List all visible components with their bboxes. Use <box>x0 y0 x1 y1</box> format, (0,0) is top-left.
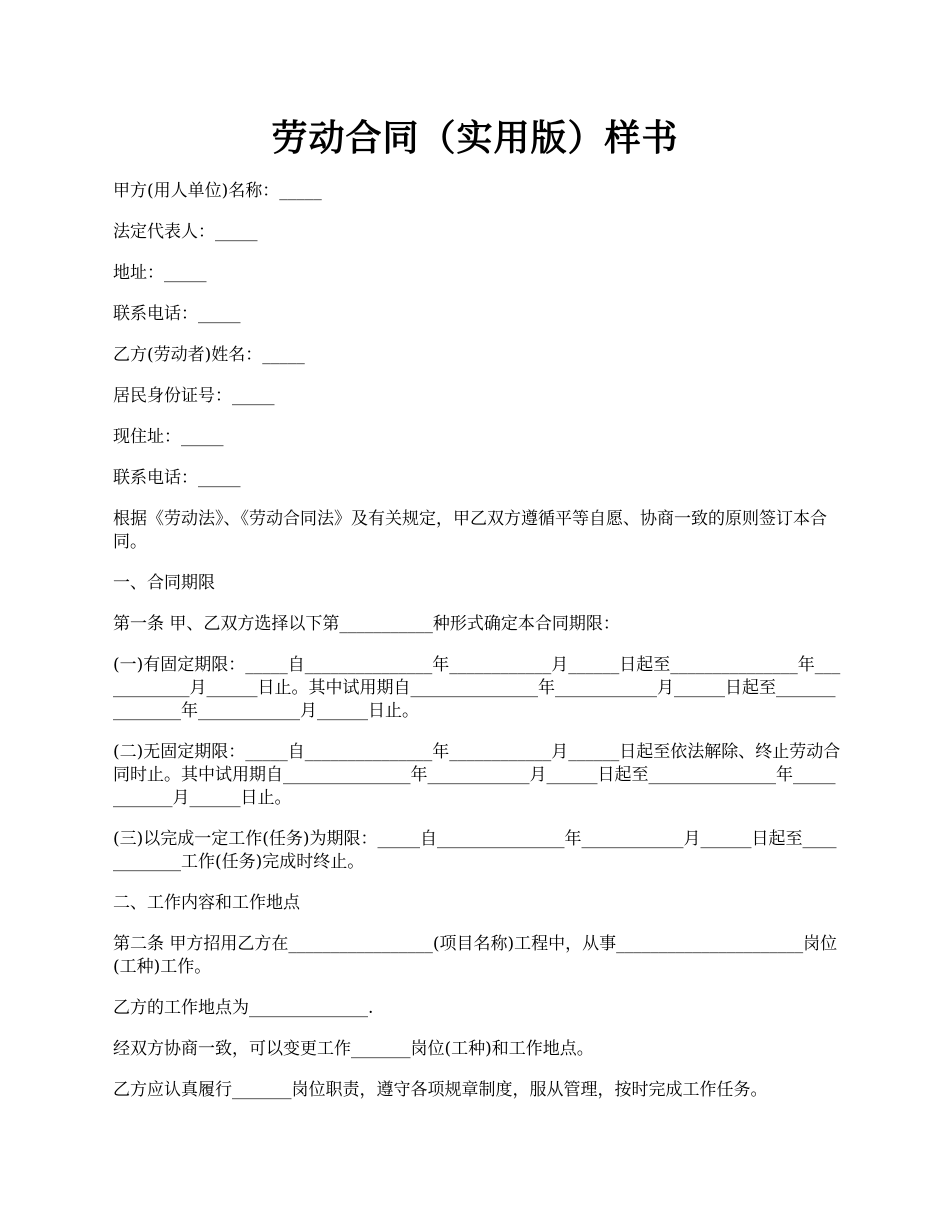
party-a-address: 地址：_____ <box>113 263 207 283</box>
term-option-open-ended: (二)无固定期限：_____自_______________年____________月______日起至依法解除、终止劳动合同时止。其中试用期自_______________年____________月______日起至_______________年____________月______日止。 <box>113 742 841 808</box>
party-b-phone: 联系电话：_____ <box>113 468 241 488</box>
party-b-id-number: 居民身份证号：_____ <box>113 386 275 406</box>
section-heading-contract-term: 一、合同期限 <box>113 573 215 593</box>
document-title: 劳动合同（实用版）样书 <box>271 117 679 159</box>
party-a-name: 甲方(用人单位)名称：_____ <box>113 181 322 201</box>
document-body <box>113 180 841 1120</box>
duty-clause: 乙方应认真履行_______岗位职责，遵守各项规章制度，服从管理，按时完成工作任务。 <box>113 1080 768 1100</box>
party-a-legal-representative: 法定代表人：_____ <box>113 222 258 242</box>
article-1: 第一条 甲、乙双方选择以下第___________种形式确定本合同期限： <box>113 614 620 634</box>
work-location-clause: 乙方的工作地点为______________. <box>113 998 374 1018</box>
party-b-address: 现住址：_____ <box>113 427 224 447</box>
term-option-fixed: (一)有固定期限：_____自_______________年____________月______日起至_______________年____________月______日止。其中试用期自_______________年____________月______日起至_______________年____________月______日止。 <box>113 655 841 721</box>
change-clause: 经双方协商一致，可以变更工作_______岗位(工种)和工作地点。 <box>113 1039 594 1059</box>
party-b-name: 乙方(劳动者)姓名：_____ <box>113 345 305 365</box>
preamble: 根据《劳动法》、《劳动合同法》及有关规定，甲乙双方遵循平等自愿、协商一致的原则签订本合同。 <box>113 509 827 552</box>
party-a-phone: 联系电话：_____ <box>113 304 241 324</box>
section-heading-work-content: 二、工作内容和工作地点 <box>113 893 300 913</box>
article-2: 第二条 甲方招用乙方在_________________(项目名称)工程中，从事______________________岗位(工种)工作。 <box>113 934 838 977</box>
term-option-task-based: (三)以完成一定工作(任务)为期限：_____自_______________年____________月______日起至____________工作(任务)完成时终止。 <box>113 829 837 872</box>
